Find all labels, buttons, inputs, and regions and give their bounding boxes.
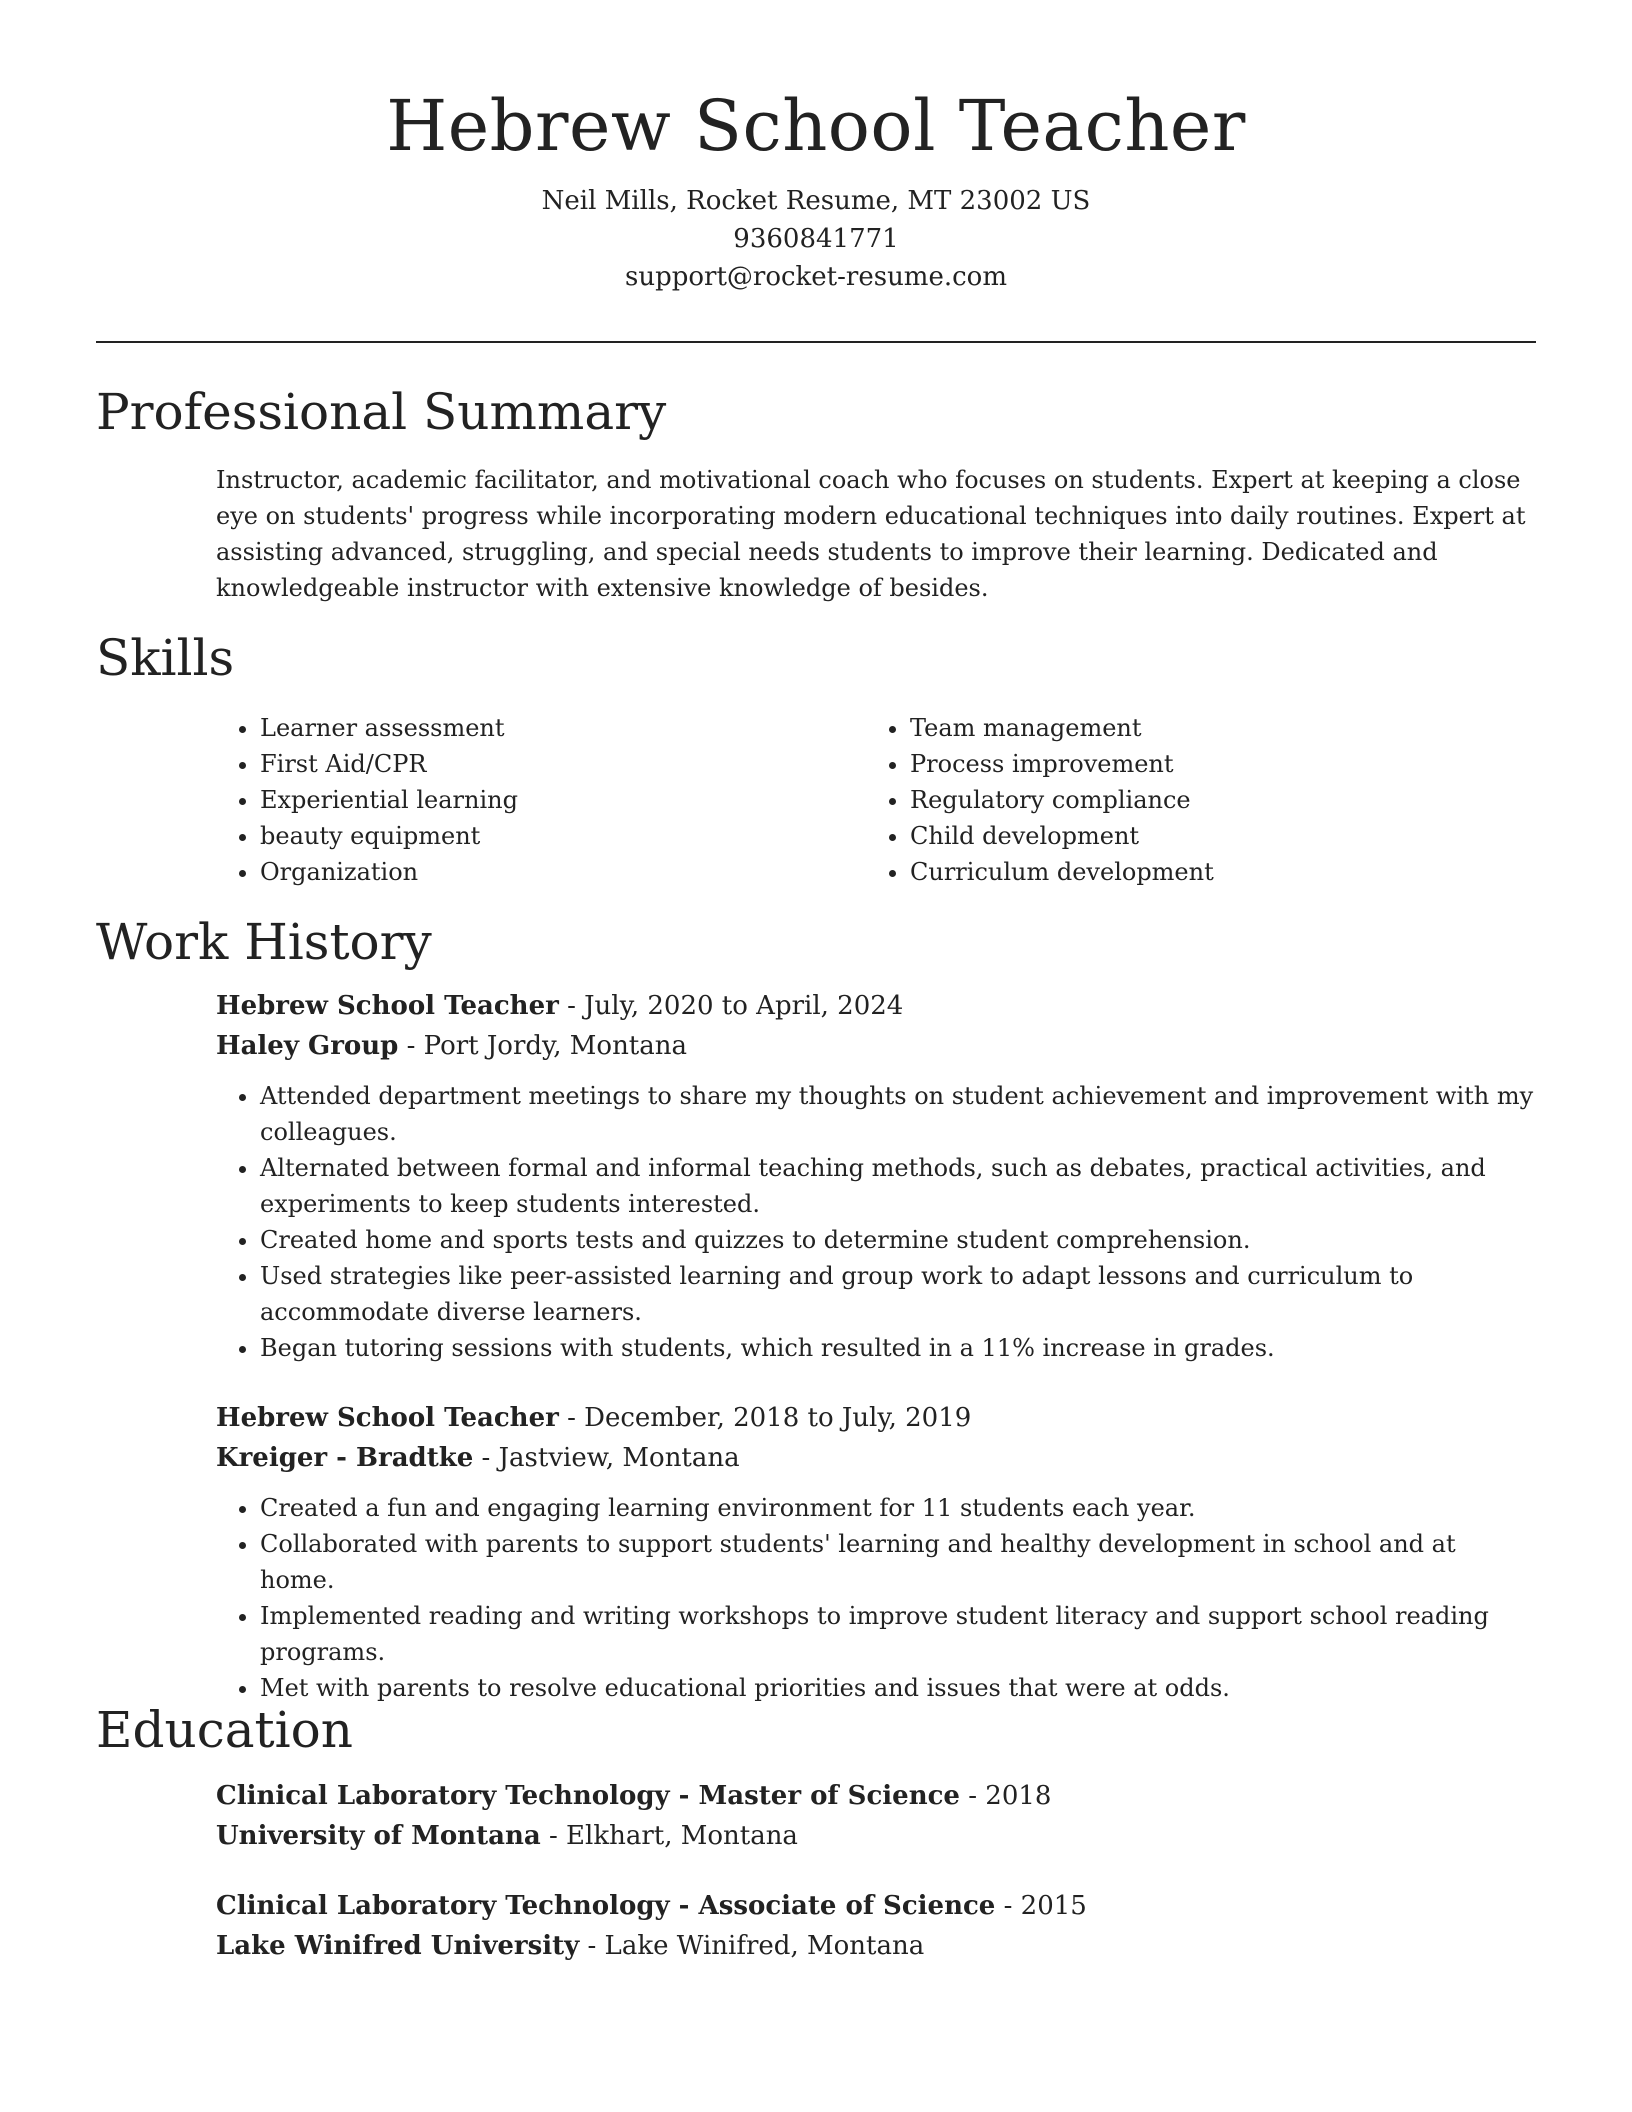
education-degree-line [216, 1776, 1536, 1816]
education-location: - Lake Winifred, Montana [579, 1931, 925, 1961]
work-history-heading: Work History [96, 913, 432, 971]
skill-item: • Organization [260, 854, 866, 890]
job-company-line [216, 1438, 1536, 1478]
job-entry [216, 1398, 1536, 1706]
job-bullet: • Collaborated with parents to support students' learning and healthy development in school and at home. [260, 1526, 1536, 1598]
job-bullet: • Implemented reading and writing workshops to improve student literacy and support school reading programs. [260, 1598, 1536, 1670]
skill-item: • Team management [910, 710, 1516, 746]
skills-column-left [216, 710, 866, 890]
job-bullet: • Used strategies like peer-assisted learning and group work to adapt lessons and curriculum to accommodate diverse learners. [260, 1258, 1536, 1330]
job-location: - Jastview, Montana [473, 1443, 740, 1473]
job-bullet: • Began tutoring sessions with students, which resulted in a 11% increase in grades. [260, 1330, 1536, 1366]
job-dates: - December, 2018 to July, 2019 [558, 1403, 972, 1433]
education-entry [216, 1776, 1536, 1856]
job-bullets [216, 1078, 1536, 1366]
education-school-line [216, 1816, 1536, 1856]
skills-column-right [866, 710, 1516, 890]
job-company: Haley Group [216, 1031, 399, 1061]
education-school: Lake Winifred University [216, 1931, 580, 1961]
skill-item: • First Aid/CPR [260, 746, 866, 782]
header-divider [96, 341, 1536, 343]
skills-heading: Skills [96, 629, 235, 687]
job-title: Hebrew School Teacher [216, 1403, 559, 1433]
skill-item: • Regulatory compliance [910, 782, 1516, 818]
summary-text: Instructor, academic facilitator, and motivational coach who focuses on students. Expert at keeping a close eye on students' progress while incorporating modern educational techniques into daily routines. Expert at assisting advanced, struggling, and special needs students to improve their learning. Dedicated and knowledgeable instructor with extensive knowledge of besides. [216, 466, 1526, 602]
job-bullet: • Created home and sports tests and quizzes to determine student comprehension. [260, 1222, 1536, 1258]
education-year: - 2015 [995, 1891, 1087, 1921]
resume-header [0, 82, 1632, 296]
job-entry [216, 986, 1536, 1366]
skill-item: • Learner assessment [260, 710, 866, 746]
education-school-line [216, 1926, 1536, 1966]
job-bullet: • Met with parents to resolve educational priorities and issues that were at odds. [260, 1670, 1536, 1706]
job-bullet: • Created a fun and engaging learning environment for 11 students each year. [260, 1490, 1536, 1526]
job-company-line [216, 1026, 1536, 1066]
education-degree: Clinical Laboratory Technology - Master of Science [216, 1781, 960, 1811]
education-degree-line [216, 1886, 1536, 1926]
skill-item: • Process improvement [910, 746, 1516, 782]
education-location: - Elkhart, Montana [540, 1821, 798, 1851]
job-title-line [216, 1398, 1536, 1438]
summary-heading: Professional Summary [96, 383, 667, 441]
education-school: University of Montana [216, 1821, 541, 1851]
job-location: - Port Jordy, Montana [398, 1031, 688, 1061]
job-bullet: • Attended department meetings to share my thoughts on student achievement and improvement with my colleagues. [260, 1078, 1536, 1150]
education-heading: Education [96, 1701, 353, 1759]
education-year: - 2018 [959, 1781, 1052, 1811]
skill-item: • Curriculum development [910, 854, 1516, 890]
job-dates: - July, 2020 to April, 2024 [558, 991, 904, 1021]
skills-list [216, 710, 1536, 890]
skill-item: • Child development [910, 818, 1516, 854]
job-title-line [216, 986, 1536, 1026]
contact-email: support@rocket-resume.com [624, 262, 1007, 292]
resume-title: Hebrew School Teacher [386, 85, 1246, 167]
contact-address: Neil Mills, Rocket Resume, MT 23002 US [541, 186, 1091, 216]
contact-phone: 9360841771 [733, 224, 899, 254]
contact-block [0, 182, 1632, 296]
job-title: Hebrew School Teacher [216, 991, 559, 1021]
job-bullets [216, 1490, 1536, 1706]
job-company: Kreiger - Bradtke [216, 1443, 474, 1473]
skill-item: • Experiential learning [260, 782, 866, 818]
job-bullet: • Alternated between formal and informal teaching methods, such as debates, practical activities, and experiments to keep students interested. [260, 1150, 1536, 1222]
education-entry [216, 1886, 1536, 1966]
education-degree: Clinical Laboratory Technology - Associate of Science [216, 1891, 996, 1921]
skill-item: • beauty equipment [260, 818, 866, 854]
